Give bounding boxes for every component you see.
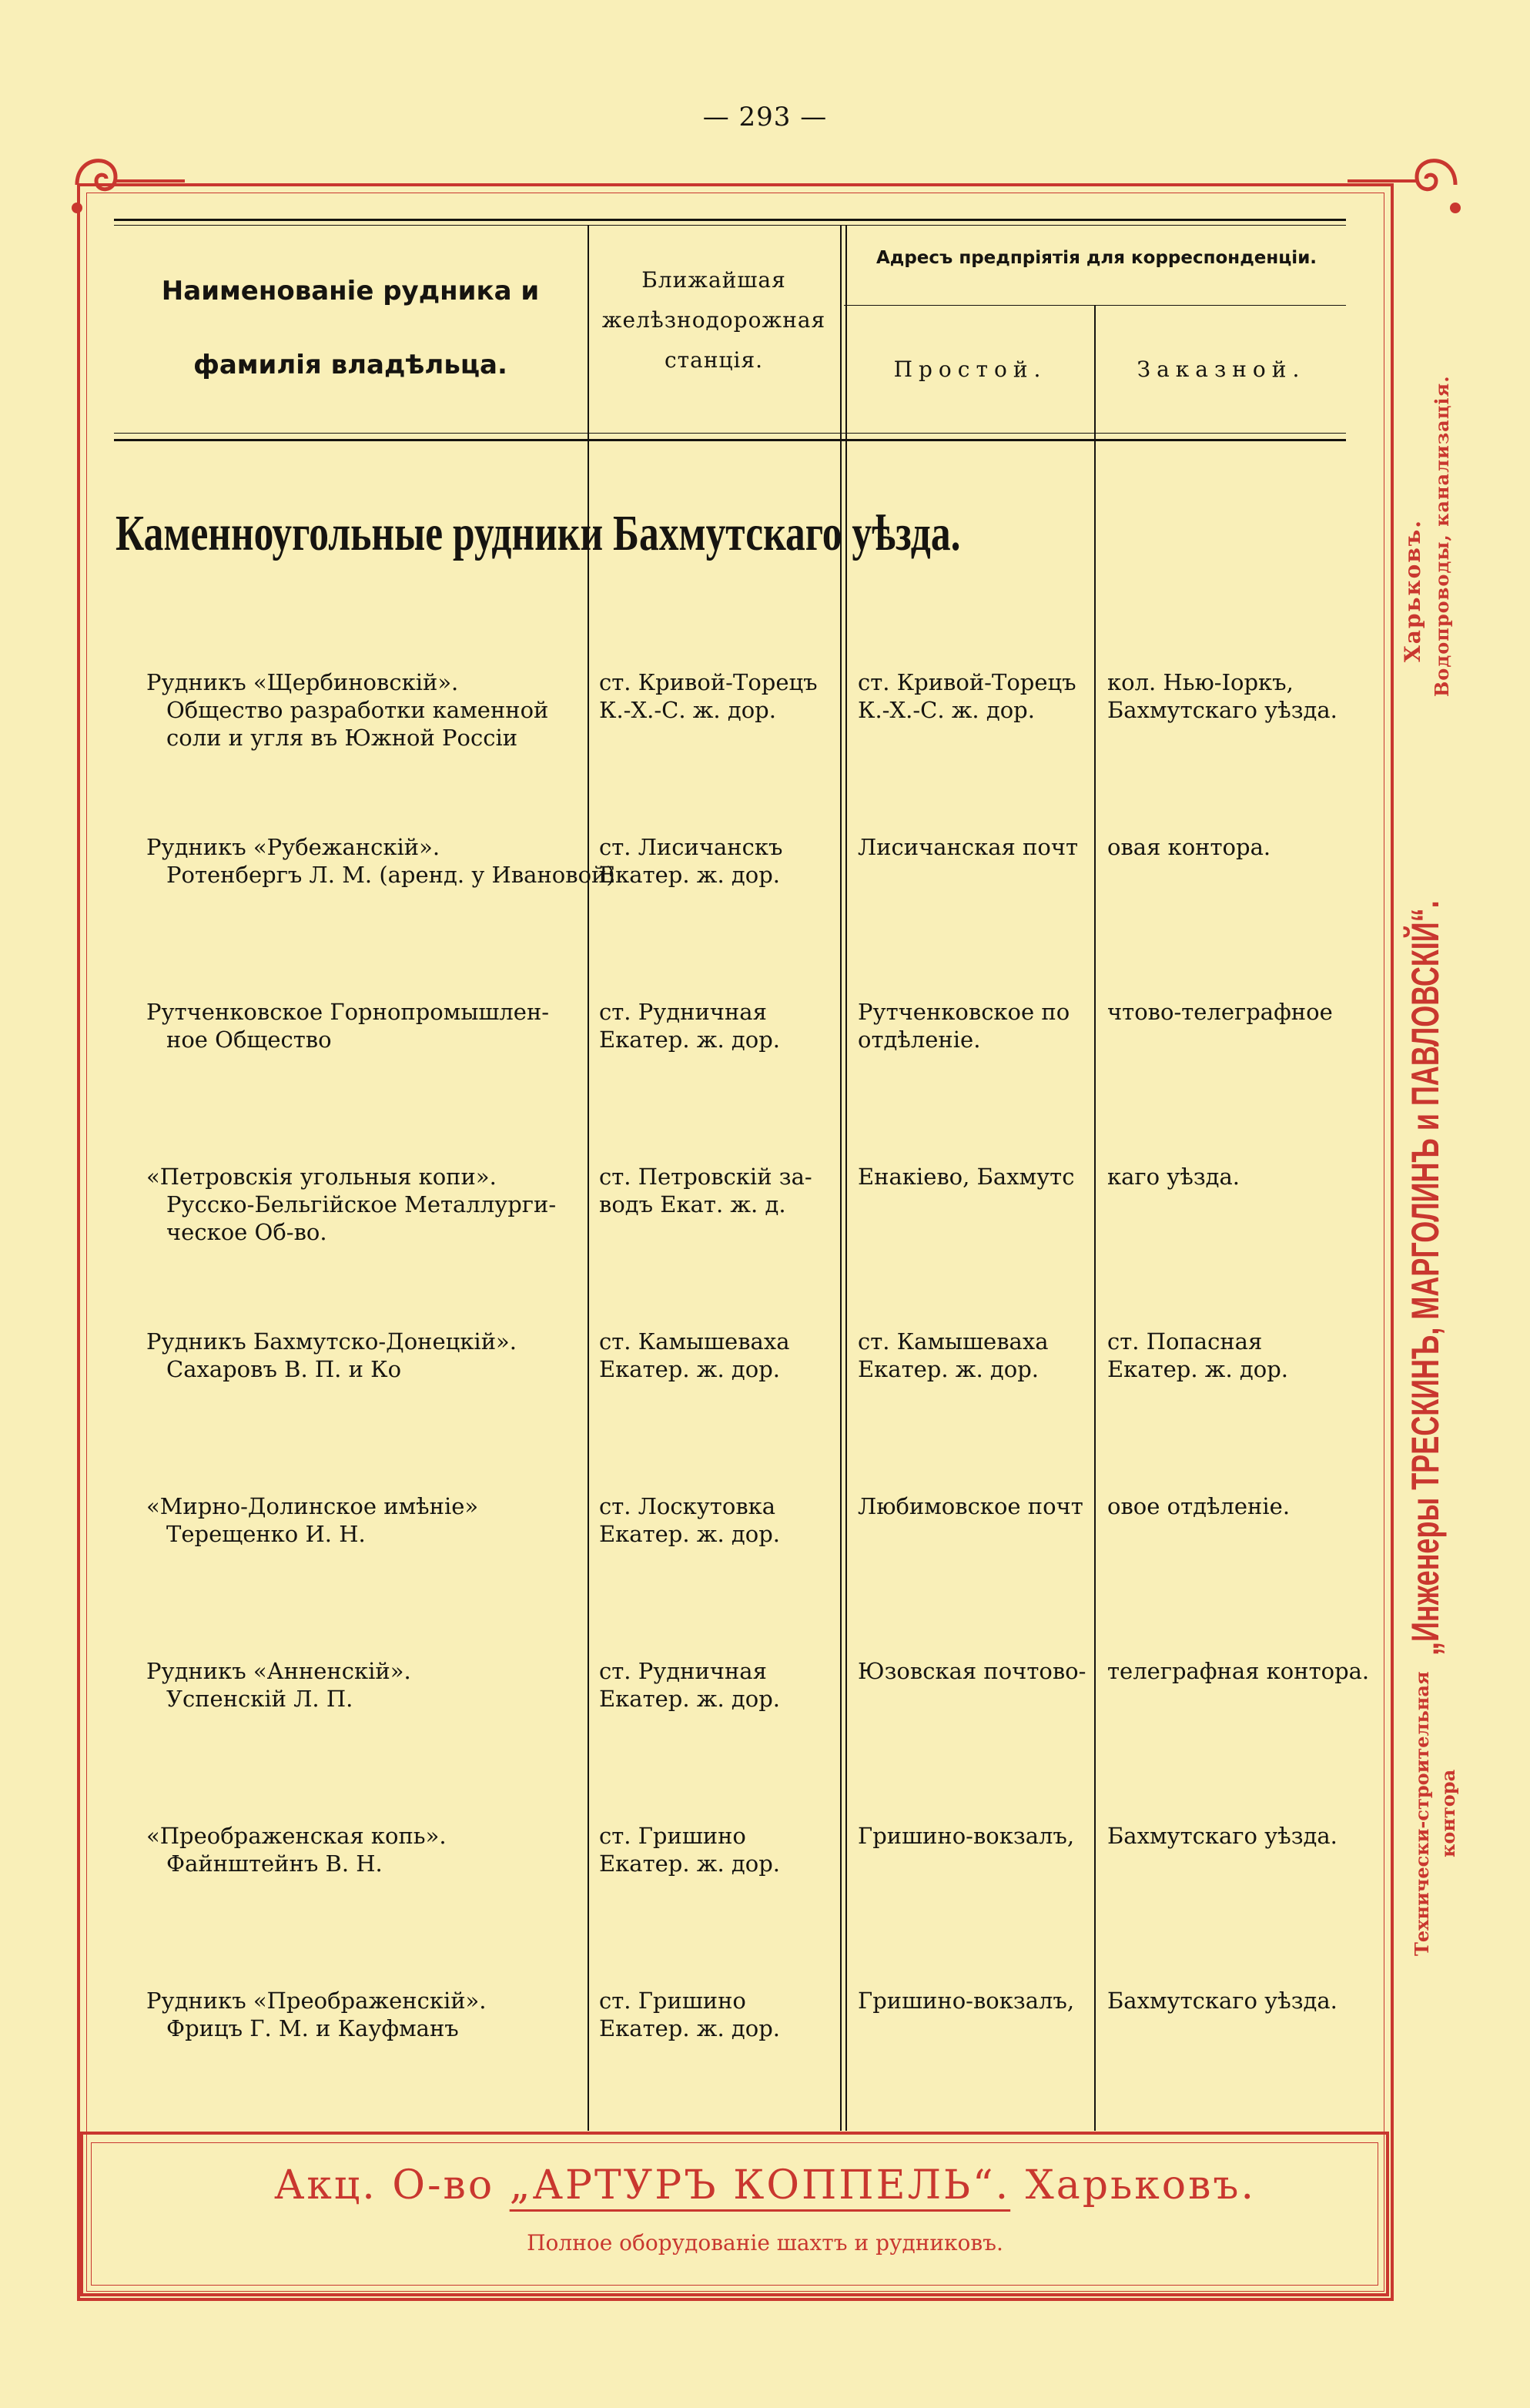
cell-line: ст. Камышеваха — [858, 1328, 1049, 1355]
cell-line: Бахмутскаго уѣзда. — [1107, 1823, 1337, 1849]
header-address-simple: Простой. — [893, 357, 1047, 382]
cell-simple — [858, 1163, 1074, 1191]
cell-line: Терещенко И. Н. — [166, 1521, 366, 1547]
cell-line: Бахмутскаго уѣзда. — [1107, 1988, 1337, 2014]
cell-line: Гришино-вокзалъ, — [858, 1988, 1075, 2014]
section-title: Каменноугольные рудники Бахмутскаго уѣзда. — [116, 505, 961, 561]
cell-line: ст. Кривой-Торецъ — [858, 669, 1076, 695]
cell-station — [599, 1822, 780, 1877]
cell-line: «Преображенская копь». — [146, 1823, 447, 1849]
cell-line: Фрицъ Г. М. и Кауфманъ — [166, 2015, 459, 2041]
cell-name — [146, 1657, 411, 1713]
cell-line: телеграфная контора. — [1107, 1658, 1370, 1684]
cell-line: ческое Об-во. — [166, 1219, 327, 1245]
column-divider-3 — [1094, 305, 1096, 2131]
cell-line: Рудникъ «Анненскій». — [146, 1658, 411, 1684]
cell-line: К.-Х.-С. ж. дор. — [858, 697, 1035, 723]
cell-line: Рудникъ «Щербиновскій». — [146, 669, 459, 695]
cell-line: Юзовская почтово- — [858, 1658, 1086, 1684]
cell-line: каго уѣзда. — [1107, 1164, 1240, 1190]
cell-line: ст. Камышеваха — [599, 1328, 790, 1355]
side-ad-city: Харьковъ. — [1400, 518, 1425, 662]
header-address-registered: Заказной. — [1137, 357, 1306, 382]
cell-line: Екатер. ж. дор. — [599, 1850, 781, 1877]
cell-line: Енакіево, Бахмутс — [858, 1164, 1075, 1190]
cell-simple — [858, 668, 1076, 724]
cell-line: овая контора. — [1107, 834, 1271, 860]
cell-line: Рудникъ Бахмутско-Донецкій». — [146, 1328, 517, 1355]
cell-line: ст. Рудничная — [599, 1658, 767, 1684]
side-ad-office-line2: контора — [1437, 1769, 1459, 1857]
cell-line: ст. Кривой-Торецъ — [599, 669, 818, 695]
cell-line: ст. Петровскій за- — [599, 1164, 812, 1190]
advertisement-subtitle: Полное оборудованіе шахтъ и рудниковъ. — [527, 2230, 1003, 2256]
table-top-rule-thin — [114, 225, 1346, 226]
header-bottom-rule-thin — [114, 433, 1346, 434]
cell-line: Бахмутскаго уѣзда. — [1107, 697, 1337, 723]
header-station: Ближайшая желѣзнодорожная станція. — [601, 267, 826, 373]
page-number: — 293 — — [702, 102, 828, 132]
cell-station — [599, 1492, 780, 1548]
cell-station — [599, 1328, 789, 1383]
cell-simple — [858, 1987, 1074, 2014]
cell-line: «Петровскія угольныя копи». — [146, 1164, 497, 1190]
cell-name — [146, 1328, 517, 1383]
cell-simple — [858, 1822, 1074, 1850]
cell-line: Екатер. ж. дор. — [599, 862, 781, 888]
cell-line: Гришино-вокзалъ, — [858, 1823, 1075, 1849]
cell-registered — [1107, 1657, 1369, 1685]
cell-line: Сахаровъ В. П. и Ко — [166, 1356, 402, 1382]
cell-line: овое отдѣленіе. — [1107, 1493, 1291, 1519]
cell-simple — [858, 1657, 1086, 1685]
cell-line: ст. Попасная — [1107, 1328, 1263, 1355]
cell-registered — [1107, 1987, 1337, 2014]
cell-station — [599, 833, 782, 889]
cell-line: ст. Рудничная — [599, 999, 767, 1025]
cell-registered — [1107, 1328, 1288, 1383]
cell-line: Екатер. ж. дор. — [1107, 1356, 1289, 1382]
cell-simple — [858, 833, 1078, 861]
cell-line: Екатер. ж. дор. — [858, 1356, 1040, 1382]
cell-line: Общество разработки каменной — [166, 697, 549, 723]
cell-line: Екатер. ж. дор. — [599, 2015, 781, 2041]
cell-line: Рудникъ «Преображенскій». — [146, 1988, 487, 2014]
cell-registered — [1107, 1822, 1337, 1850]
cell-simple — [858, 1328, 1048, 1383]
cell-name — [146, 1822, 447, 1877]
cell-line: Екатер. ж. дор. — [599, 1686, 781, 1712]
cell-station — [599, 1987, 780, 2042]
cell-station — [599, 1163, 812, 1218]
cell-line: К.-Х.-С. ж. дор. — [599, 697, 776, 723]
cell-line: ст. Гришино — [599, 1988, 746, 2014]
cell-line: Успенскій Л. П. — [166, 1686, 353, 1712]
cell-line: ст. Лисичанскъ — [599, 834, 783, 860]
cell-line: Екатер. ж. дор. — [599, 1521, 781, 1547]
header-address-group: Адресъ предпріятія для корреспонденціи. — [875, 248, 1317, 268]
cell-line: Екатер. ж. дор. — [599, 1356, 781, 1382]
cell-registered — [1107, 668, 1337, 724]
cell-station — [599, 1657, 780, 1713]
cell-name — [146, 998, 549, 1053]
cell-line: Лисичанская почт — [858, 834, 1079, 860]
header-bottom-rule — [114, 439, 1346, 441]
cell-line: чтово-телеграфное — [1107, 999, 1333, 1025]
cell-registered — [1107, 833, 1271, 861]
cell-line: Файнштейнъ В. Н. — [166, 1850, 383, 1877]
cell-line: ст. Лоскутовка — [599, 1493, 776, 1519]
cell-name — [146, 668, 548, 752]
cell-simple — [858, 998, 1070, 1053]
cell-registered — [1107, 1492, 1290, 1520]
cell-line: ст. Гришино — [599, 1823, 746, 1849]
cell-line: Рутченковское Горнопромышлен- — [146, 999, 550, 1025]
corner-scroll-ornament-right — [1340, 139, 1471, 223]
corner-scroll-ornament-left — [62, 139, 193, 223]
cell-line: Екатер. ж. дор. — [599, 1026, 781, 1053]
cell-name — [146, 833, 615, 889]
advertisement-title: Акц. О-во „АРТУРЪ КОППЕЛЬ“. Харьковъ. — [273, 2162, 1257, 2209]
cell-line: «Мирно-Долинское имѣніе» — [146, 1493, 479, 1519]
side-ad-office-line1: Технически-строительная — [1411, 1671, 1433, 1956]
cell-line: Любимовское почт — [858, 1493, 1083, 1519]
cell-line: Рудникъ «Рубежанскій». — [146, 834, 440, 860]
cell-name — [146, 1987, 487, 2042]
cell-line: отдѣленіе. — [858, 1026, 981, 1053]
cell-line: соли и угля въ Южной Россіи — [166, 725, 518, 751]
cell-line: водъ Екат. ж. д. — [599, 1191, 786, 1217]
cell-station — [599, 998, 780, 1053]
cell-registered — [1107, 1163, 1240, 1191]
side-ad-main: „Инженеры ТРЕСКИНЪ, МАРГОЛИНЪ и ПАВЛОВСКІЙ“. — [1404, 900, 1447, 1656]
cell-registered — [1107, 998, 1333, 1026]
cell-line: ное Общество — [166, 1026, 332, 1053]
cell-line: кол. Нью-Іоркъ, — [1107, 669, 1294, 695]
side-ad-services: Водопроводы, канализація. — [1431, 375, 1453, 697]
cell-line: Ротенбергъ Л. М. (аренд. у Ивановой) — [166, 862, 615, 888]
cell-line: Русско-Бельгійское Металлурги- — [166, 1191, 557, 1217]
cell-name — [146, 1492, 478, 1548]
cell-station — [599, 668, 818, 724]
table-top-rule — [114, 219, 1346, 221]
header-mine-name: Наименованіе рудника и фамилія владѣльца. — [161, 276, 540, 380]
cell-line: Рутченковское по — [858, 999, 1070, 1025]
cell-name — [146, 1163, 556, 1246]
cell-simple — [858, 1492, 1083, 1520]
